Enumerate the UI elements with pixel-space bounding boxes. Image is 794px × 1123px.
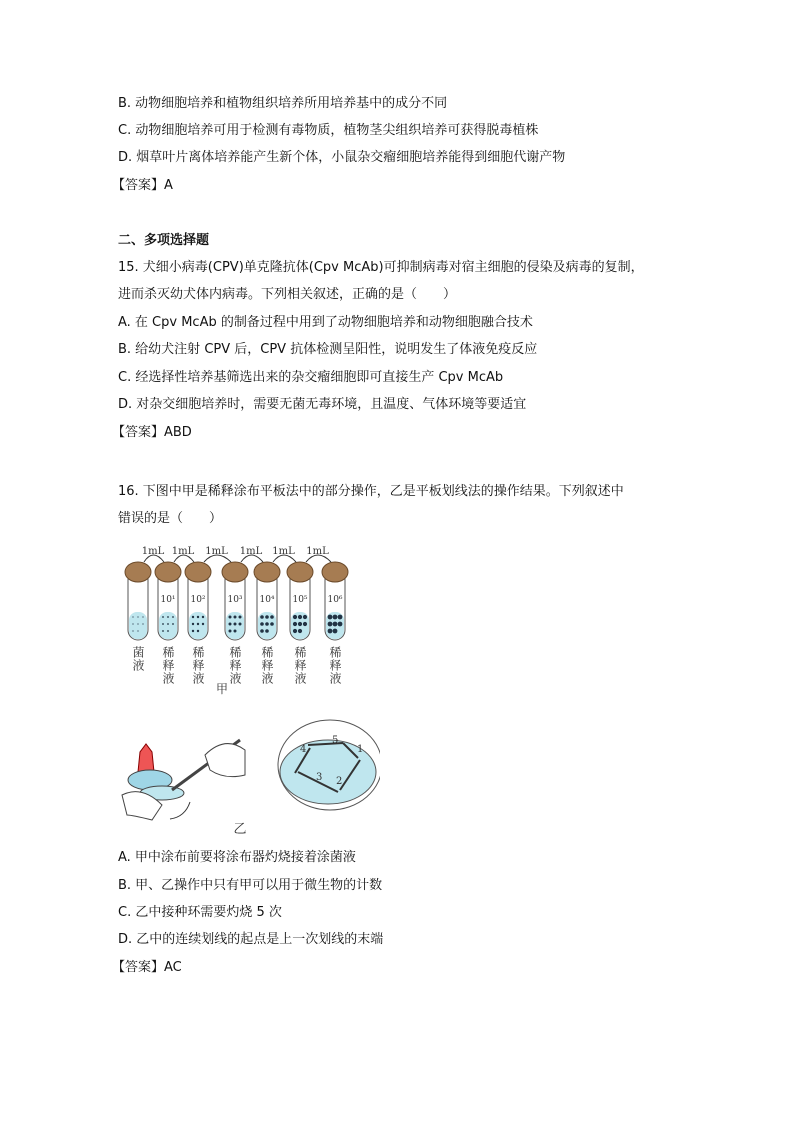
transfer-volume-label: 1mL xyxy=(205,546,228,557)
streak-number: 1 xyxy=(357,744,364,755)
q15-answer: 【答案】ABD xyxy=(112,425,192,440)
transfer-volume-label: 1mL xyxy=(306,546,329,557)
tube-caption-bacteria: 菌液 xyxy=(131,646,145,672)
q16-option-b: B. 甲、乙操作中只有甲可以用于微生物的计数 xyxy=(118,878,383,893)
streak-number: 2 xyxy=(336,776,343,787)
streak-number: 3 xyxy=(316,772,323,783)
transfer-volume-label: 1mL xyxy=(171,546,195,557)
dilution-label: 10⁴ xyxy=(259,595,275,605)
transfer-volume-label: 1mL xyxy=(272,546,295,557)
q16-option-c: C. 乙中接种环需要灼烧 5 次 xyxy=(118,905,282,920)
dilution-label: 10⁵ xyxy=(292,595,308,605)
tube-caption-dilution: 稀释液 xyxy=(228,646,242,685)
q16-stem-2: 错误的是（ ） xyxy=(118,511,223,526)
tube-captions xyxy=(110,540,380,700)
q16-option-d: D. 乙中的连续划线的起点是上一次划线的末端 xyxy=(118,932,384,947)
tube-caption-dilution: 稀释液 xyxy=(260,646,274,685)
q16-answer: 【答案】AC xyxy=(112,960,182,975)
dilution-label: 10² xyxy=(190,595,206,605)
q15-option-c: C. 经选择性培养基筛选出来的杂交瘤细胞即可直接生产 Cpv McAb xyxy=(118,370,504,385)
q15-option-b: B. 给幼犬注射 CPV 后，CPV 抗体检测呈阳性，说明发生了体液免疫反应 xyxy=(118,342,538,357)
q15-stem-1: 15. 犬细小病毒(CPV)单克隆抗体(Cpv McAb)可抑制病毒对宿主细胞的侵染及病毒的复制， xyxy=(118,260,644,275)
flame-icon xyxy=(138,744,154,772)
dilution-label: 10⁶ xyxy=(327,595,343,605)
section-heading: 二、多项选择题 xyxy=(118,233,210,248)
tube-caption-dilution: 稀释液 xyxy=(191,646,205,685)
transfer-volume-label: 1mL xyxy=(141,546,165,557)
streak-number: 5 xyxy=(332,735,339,746)
rotate-arrow xyxy=(170,802,190,819)
q14-option-d: D. 烟草叶片离体培养能产生新个体，小鼠杂交瘤细胞培养能得到细胞代谢产物 xyxy=(118,150,566,165)
streak-number: 4 xyxy=(300,744,307,755)
dilution-label: 10¹ xyxy=(160,595,176,605)
label-yi: 乙 xyxy=(233,822,247,837)
transfer-volume-label: 1mL xyxy=(239,546,263,557)
dilution-label: 10³ xyxy=(227,595,243,605)
q15-option-d: D. 对杂交细胞培养时，需要无菌无毒环境，且温度、气体环境等要适宜 xyxy=(118,397,527,412)
label-jia: 甲 xyxy=(215,682,229,696)
q14-option-c: C. 动物细胞培养可用于检测有毒物质，植物茎尖组织培养可获得脱毒植株 xyxy=(118,123,539,138)
q14-option-b: B. 动物细胞培养和植物组织培养所用培养基中的成分不同 xyxy=(118,96,448,111)
tube-caption-dilution: 稀释液 xyxy=(328,646,342,685)
q16-option-a: A. 甲中涂布前要将涂布器灼烧接着涂菌液 xyxy=(118,850,356,865)
q15-stem-2: 进而杀灭幼犬体内病毒。下列相关叙述，正确的是（ ） xyxy=(118,287,457,302)
q15-option-a: A. 在 Cpv McAb 的制备过程中用到了动物细胞培养和动物细胞融合技术 xyxy=(118,315,533,330)
right-hand xyxy=(205,744,245,777)
q14-answer: 【答案】A xyxy=(112,178,173,193)
tube-caption-dilution: 稀释液 xyxy=(293,646,307,685)
q16-stem-1: 16. 下图中甲是稀释涂布平板法中的部分操作，乙是平板划线法的操作结果。下列叙述中 xyxy=(118,484,624,499)
tube-caption-dilution: 稀释液 xyxy=(161,646,175,685)
